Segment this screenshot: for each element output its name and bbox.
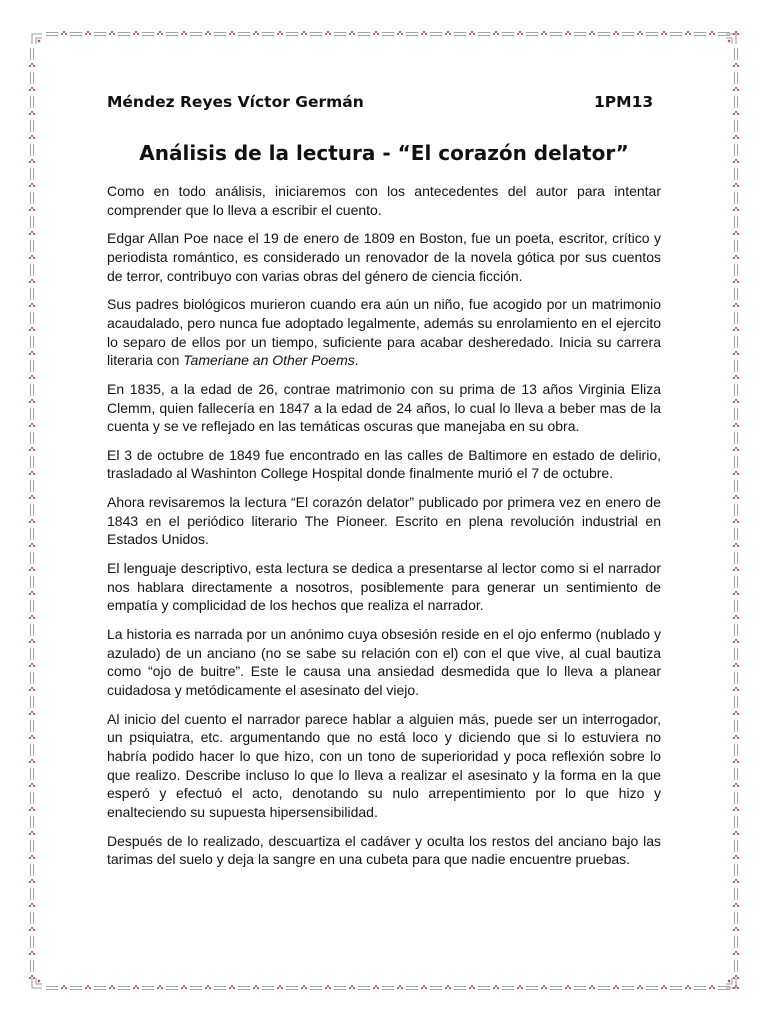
author-name: Méndez Reyes Víctor Germán: [107, 93, 364, 111]
paragraph-language: El lenguaje descriptivo, esta lectura se dedica a presentarse al lector como si el narrador nos hablara directamente a nosotros, posiblemente para generar un sentimiento de empatía y complicidad de los hechos que realiza el narrador.: [107, 560, 661, 614]
paragraph-death: El 3 de octubre de 1849 fue encontrado en las calles de Baltimore en estado de delirio, trasladado al Washinton College Hospital donde finalmente murió el 7 de octubre.: [107, 446, 661, 482]
group-code: 1PM13: [594, 93, 654, 111]
italic-work-title: Tameriane an Other Poems: [183, 352, 355, 369]
paragraph-narrator: La historia es narrada por un anónimo cuya obsesión reside en el ojo enfermo (nublado y azulado) de un anciano (no se sabe su relación con el) con el que vive, al cual bautiza como “ojo de buitre”. Este le causa una ansiedad desmedida que lo lleva a planear cuidadosa y metódicamente el asesinato del viejo.: [107, 626, 661, 698]
document-title: Análisis de la lectura - “El corazón delator”: [139, 141, 629, 165]
document-body: [107, 182, 661, 879]
paragraph-poe-parents: [107, 295, 661, 369]
paragraph-poe-birth: Edgar Allan Poe nace el 19 de enero de 1809 en Boston, fue un poeta, escritor, crítico y periodista romántico, es considerado un renovador de la novela gótica por sus cuentos de terror, contribuyo con varias obras del género de ciencia ficción.: [107, 230, 661, 284]
paragraph-poe-parents-text: Sus padres biológicos murieron cuando era aún un niño, fue acogido por un matrimonio acaudalado, pero nunca fue adoptado legalmente, además su enrolamiento en el ejercito lo separo de ellos por un tiempo, suficiente para acabar desheredado. Inicia su carrera literaria con: [107, 296, 661, 369]
paragraph-ending: Después de lo realizado, descuartiza el cadáver y oculta los restos del anciano bajo las tarimas del suelo y deja la sangre en una cubeta para que nadie encuentre pruebas.: [107, 832, 661, 868]
paragraph-period: .: [354, 352, 359, 369]
paragraph-marriage: En 1835, a la edad de 26, contrae matrimonio con su prima de 13 años Virginia Eliza Clemm, quien fallecería en 1847 a la edad de 24 años, lo cual lo lleva a beber mas de la cuenta y se ve reflejado en las temáticas oscuras que manejaba en su obra.: [107, 380, 661, 435]
paragraph-beginning: Al inicio del cuento el narrador parece hablar a alguien más, puede ser un interrogador, un psiquiatra, etc. argumentando que no está loco y diciendo que si lo estuviera no habría podido hacer lo que hizo, con un tono de superioridad y poca reflexión sobre lo que realizo. Describe incluso lo que lo lleva a realizar el asesinato y la forma en la que esperó y efectuó el acto, denotando su nulo arrepentimiento por lo que hizo y enalteciendo su supuesta hipersensibilidad.: [107, 710, 661, 820]
paragraph-intro: Como en todo análisis, iniciaremos con los antecedentes del autor para intentar comprender que lo lleva a escribir el cuento.: [107, 183, 661, 218]
paragraph-publication: Ahora revisaremos la lectura “El corazón delator” publicado por primera vez en enero de 1843 en el periódico literario The Pioneer. Escrito en plena revolución industrial en Estados Unidos.: [107, 494, 661, 548]
